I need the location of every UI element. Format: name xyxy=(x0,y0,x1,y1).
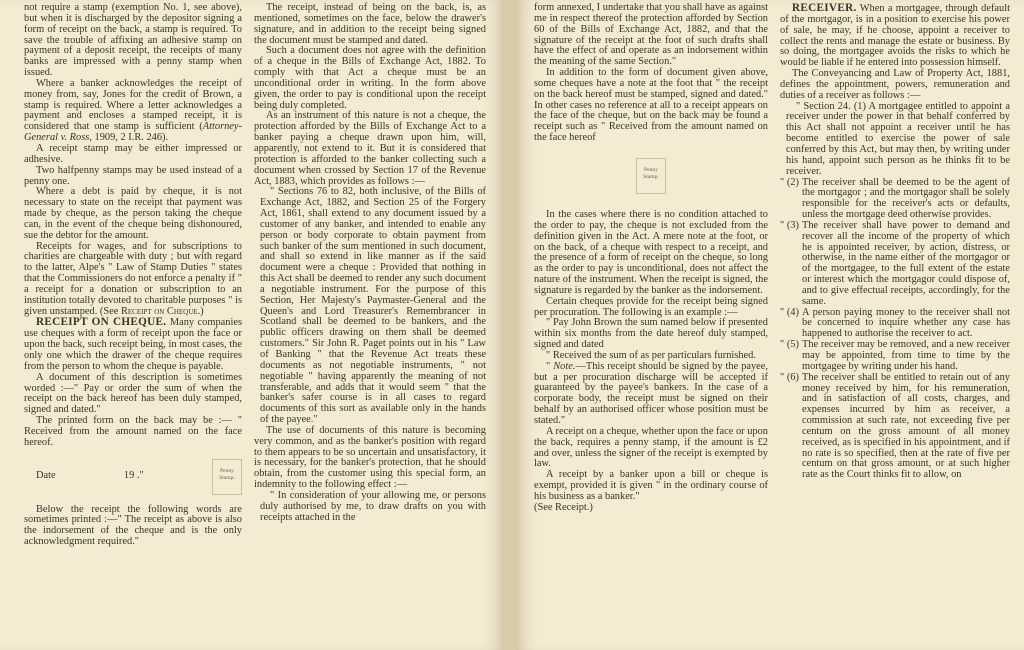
paragraph: As an instrument of this nature is not a cheque, the protection afforded by the Bills of Exchange Act to a banker paying a cheque drawn upon him, will, apparently, not extend to it. But it is considered that protection is afforded to the banker collecting such a document when crossed by Section 17 of the Revenue Act, 1883, which provides as follows :— xyxy=(254,110,486,187)
subsection-number: " (3) xyxy=(780,219,799,231)
left-column-1 xyxy=(24,3,242,548)
text: —This receipt should be signed by the payee, but a per procuration discharge will be accepted if guaranteed by the payee's bankers. In the case of a corporate body, the receipt must be signed on their behalf by an authorised officer whose position must be stated." xyxy=(534,360,769,426)
paragraph: Such a document does not agree with the definition of a cheque in the Bills of Exchange Act, 1882. To comply with that Act a cheque must be an unconditional order in writing. In the form above given, the order to pay is conditional upon the receipt being duly completed. xyxy=(254,45,486,111)
paragraph xyxy=(24,79,242,144)
text: Where a banker acknowledges the receipt of money from, say, Jones for the credit of Brown, a stamp is required. Where a letter acknowledges a payment and encloses a stamped receipt, it is considered that one stamp is sufficient ( xyxy=(24,77,242,133)
note-label: Note. xyxy=(553,360,576,372)
right-page xyxy=(516,0,1024,650)
penny-stamp-box: Penny Stamp. xyxy=(636,158,666,194)
subsection-number: " (6) xyxy=(780,371,799,383)
paragraph: Two halfpenny stamps may be used instead of a penny one. xyxy=(24,164,242,187)
cross-reference: (See Receipt.) xyxy=(534,501,593,513)
example-quote: " Received the sum of as per particulars furnished. xyxy=(546,349,756,361)
text: Receipts for wages, and for subscriptions to charities are chargeable with duty ; but with regard to the latter, Alpe's " Law of Stamp Duties " states that the Commissioners do not enforce a penalty if " a receipt for a donation or subscription to an institution totally devoted to charitable purposes " is given unstamped. (See xyxy=(24,240,242,317)
paragraph: form annexed, I undertake that you shall have as against me in respect thereof the protection afforded by Section 60 of the Bills of Exchange Act, 1882, and that the signature of the receipt at the foot of such drafts shall have the effect of and operate as an indorsement within the meaning of the same Section." xyxy=(534,2,768,68)
paragraph: The Conveyancing and Law of Property Act, 1881, defines the appointment, powers, remuneration and duties of a receiver as follows :— xyxy=(780,68,1010,101)
statute-subsection xyxy=(780,373,1010,481)
statute-section: " Section 24. (1) A mortgagee entitled to appoint a receiver under the power in that behalf conferred by this Act shall not appoint a receiver until he has become entitled to exercise the power of sale conferred by this Act, but may then, by writing under his hand, appoint such person as he thinks fit to be receiver. xyxy=(786,100,1010,177)
paragraph: " Note.—This receipt should be signed by the payee, but a per procuration discharge will be accepted if guaranteed by the payee's bankers. In the case of a corporate body, the receipt must be signed on their behalf by an authorised officer whose position must be stated." xyxy=(534,360,769,426)
paragraph: not require a stamp (exemption No. 1, see above), but when it is discharged by the depositor signing a form of receipt on the back, a stamp is required. To save the trouble of affixing an adhesive stamp on payment of a deposit receipt, the receipts of many banks are impressed with a penny stamp when issued. xyxy=(24,2,242,79)
left-page xyxy=(0,0,504,650)
paragraph: A document of this description is sometimes worded :—" Pay or order the sum of when the receipt on the back hereof has been duly stamped, signed and dated." xyxy=(24,371,242,416)
subsection-number: " (2) xyxy=(780,176,799,188)
receipt-date-line xyxy=(24,459,242,495)
paragraph: The printed form on the back may be :— " Received from the amount named on the face hereof. xyxy=(24,415,242,448)
statute-quote: " Sections 76 to 82, both inclusive, of the Bills of Exchange Act, 1882, and Section 25 of the Forgery Act, 1861, shall extend to any document issued by a customer of any banker, and intended to enable any person or body corporate to obtain payment from such banker of the sum mentioned in such document, and shall so extend in like manner as if the said document were a cheque : Provided that nothing in this Act shall be deemed to render any such document a negotiable instrument. For the purpose of this Section, Her Majesty's Paymaster-General and the Queen's and Lord Treasurer's Remembrancer in Scotland shall be deemed to be bankers, and the public officers drawing on them shall be deemed customers." Sir John R. Paget points out in his " Law of Banking " that the Revenue Act treats these documents as not negotiable instruments, " not negotiable " having apparently the meaning of not transferable, and adds that it would seem " that the banker's safer course is in all cases to regard documents of this sort as available only in the hands of the payee." xyxy=(260,186,486,426)
date-value: 19 ." xyxy=(123,470,144,482)
paragraph xyxy=(24,317,242,372)
paragraph xyxy=(780,3,1010,69)
subsection-text: The receiver shall have power to demand and recover all the income of the property of which he is appointed receiver, by action, distress, or otherwise, in the name either of the mortgagor or of the mortgagee, to the full extent of the estate or interest which the mortgagor could dispose of, and to give effectual receipts, accordingly, for the same. xyxy=(802,219,1010,307)
example-quote: " Pay John Brown the sum named below if presented within six months from the date hereof duly stamped, signed and dated xyxy=(534,317,768,351)
subsection-text: The receiver shall be entitled to retain out of any money received by him, for his remuneration, and in satisfaction of all costs, charges, and expenses incurred by him as receiver, a commission at such rate, not exceeding five per centum on the gross amount of all money received, as is specified in his appointment, and if no rate is so specified, then at the rate of five per centum on that gross amount, or at such higher rate as the Court thinks fit to allow, on xyxy=(802,371,1010,481)
book-gutter xyxy=(504,0,516,650)
subsection-text: The receiver may be removed, and a new receiver may be appointed, from time to time by the mortgagee by writing under his hand. xyxy=(802,339,1010,372)
statute-subsection xyxy=(780,178,1010,221)
indemnity-quote: " In consideration of your allowing me, or persons duly authorised by me, to draw drafts on you with receipts attached in the xyxy=(260,489,486,523)
paragraph: The receipt, instead of being on the back, is, as mentioned, sometimes on the face, below the drawer's signature, and in addition to the receipt being signed the document must be stamped and dated. xyxy=(254,2,486,46)
subsection-text: The receiver shall be deemed to be the agent of the mortgagor ; and the mortgagor shall be solely responsible for the receiver's acts or defaults, unless the mortgage deed otherwise provides. xyxy=(802,176,1010,221)
paragraph xyxy=(24,242,242,318)
statute-subsection xyxy=(780,308,1010,341)
penny-stamp-box: Penny Stamp. xyxy=(212,459,242,495)
cross-reference: Receipt on Cheque xyxy=(120,305,198,317)
date-label: Date xyxy=(36,470,56,482)
text: When a mortgagee, through default of the mortgagor, is in a position to exercise his power of sale, he may, if he choose, appoint a receiver to collect the rents and manage the estate or business. By so doing, the mortgagee avoids the risks to which he would be liable if he entered into possession himself. xyxy=(780,3,1010,69)
text: , 1909, 2 I.R. 246). xyxy=(89,132,169,144)
paragraph: A receipt on a cheque, whether upon the face or upon the back, requires a penny stamp, if the amount is £2 and over, unless the signer of the receipt is exempted by law. xyxy=(534,425,768,470)
paragraph: In the cases where there is no condition attached to the order to pay, the cheque is not excluded from the definition given in the Act. A mere note at the foot, or on the back, of a cheque with respect to a receipt, and the presence of a form of receipt on the cheque, so long as the order to pay is unconditional, does not affect the nature of the instrument. When the receipt is signed, the signature is regarded by the banker as the indorsement. xyxy=(534,208,768,296)
section-heading: RECEIPT ON CHEQUE. xyxy=(36,316,167,329)
statute-subsection xyxy=(780,221,1010,308)
case-citation: Attorney-General v. Ross xyxy=(24,121,242,144)
right-column-2 xyxy=(780,3,1010,481)
paragraph: The use of documents of this nature is becoming very common, and as the banker's position with regard to them appears to be so uncertain and unsatisfactory, it is necessary, for the banker's protection, that he should obtain, from the customer using this special form, an indemnity to the following effect :— xyxy=(254,424,486,491)
subsection-number: " (4) xyxy=(780,306,799,318)
paragraph: Certain cheques provide for the receipt being signed per procuration. The following is an example :— xyxy=(534,295,768,318)
left-column-2 xyxy=(254,3,486,524)
text: Many companies use cheques with a form of receipt upon the face or upon the back, such receipt being, in most cases, the only one which the drawer of the cheque requires from the person to whom the cheque is payable. xyxy=(24,317,242,372)
subsection-text: A person paying money to the receiver shall not be concerned to inquire whether any case has happened to authorise the receiver to act. xyxy=(802,306,1010,340)
paragraph: A receipt by a banker upon a bill or cheque is exempt, provided it is given " in the ordinary course of his business as a banker." xyxy=(534,469,768,502)
paragraph: A receipt stamp may be either impressed or adhesive. xyxy=(24,142,242,165)
paragraph: In addition to the form of document given above, some cheques have a note at the foot that " the receipt on the back hereof must be stamped, signed and dated." In other cases no reference at all to a receipt appears on the face of the cheque, but on the back may be found a receipt such as " Received from the amount named on the face hereof xyxy=(534,67,768,144)
section-heading: RECEIVER. xyxy=(792,2,857,14)
paragraph: Below the receipt the following words are sometimes printed :—" The receipt as above is also the indorsement of the cheque and is the only acknowledgment required." xyxy=(24,503,242,548)
paragraph: Where a debt is paid by cheque, it is not necessary to state on the receipt that payment was made by cheque, as the person taking the cheque can, in the event of the cheque being dishonoured, sue the debtor for the amount. xyxy=(24,186,242,241)
text: .) xyxy=(197,305,204,317)
right-column-1 xyxy=(534,3,768,514)
stamp-area xyxy=(534,158,768,194)
statute-subsection xyxy=(780,340,1010,373)
subsection-number: " (5) xyxy=(780,339,799,351)
